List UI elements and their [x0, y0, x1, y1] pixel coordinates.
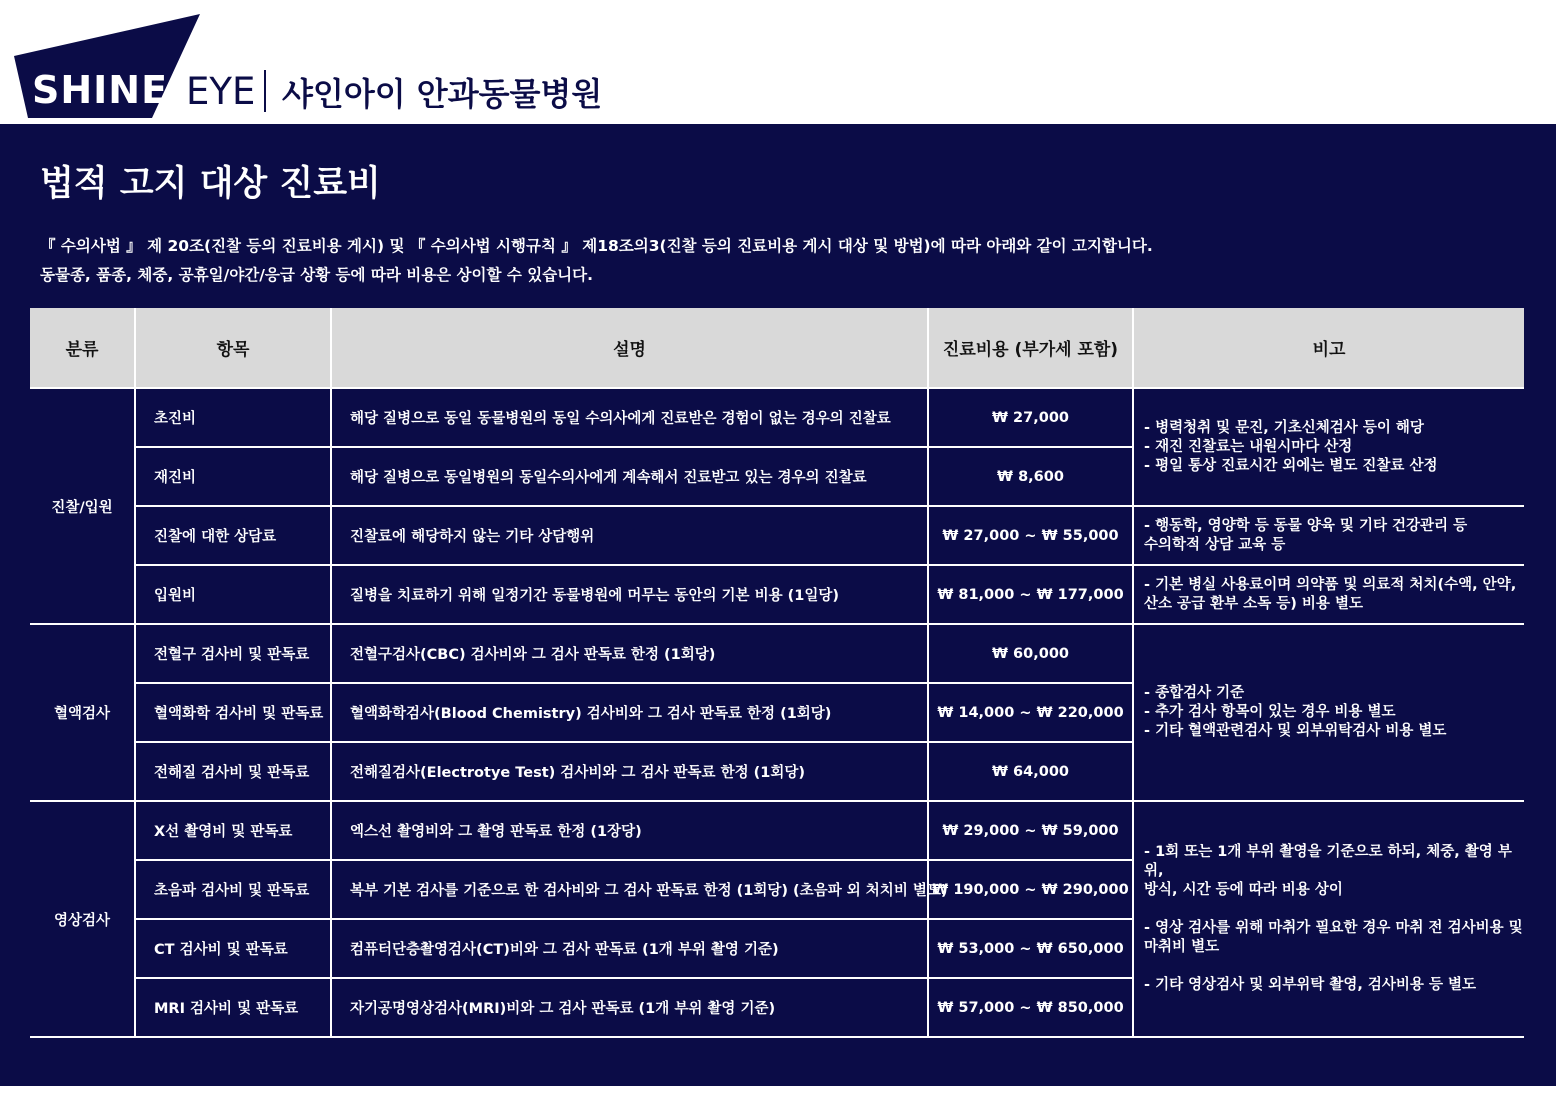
item-cell: 입원비: [135, 565, 331, 624]
note-line: [1144, 900, 1523, 919]
description-cell: 자기공명영상검사(MRI)비와 그 검사 판독료 (1개 부위 촬영 기준): [331, 978, 928, 1037]
note-cell: [1133, 388, 1524, 506]
table-header-row: [30, 308, 1524, 388]
note-line: - 종합검사 기준: [1144, 685, 1245, 701]
price-cell: ₩ 57,000 ~ ₩ 850,000: [928, 978, 1133, 1037]
main-panel: [0, 124, 1556, 1086]
header-description: 설명: [331, 308, 928, 388]
item-cell: 재진비: [135, 447, 331, 506]
note-line: - 추가 검사 항목이 있는 경우 비용 별도: [1144, 704, 1396, 720]
price-cell: ₩ 53,000 ~ ₩ 650,000: [928, 919, 1133, 978]
note-line: - 기타 영상검사 및 외부위탁 촬영, 검사비용 등 별도: [1144, 977, 1477, 993]
price-variance-notice: 동물종, 품종, 체중, 공휴일/야간/응급 상황 등에 따라 비용은 상이할 수 있습니다.: [40, 266, 594, 284]
description-cell: 혈액화학검사(Blood Chemistry) 검사비와 그 검사 판독료 한정 (1회당): [331, 683, 928, 742]
item-cell: 전혈구 검사비 및 판독료: [135, 624, 331, 683]
header-item: 항목: [135, 308, 331, 388]
note-line: - 평일 통상 진료시간 외에는 별도 진찰료 산정: [1144, 457, 1438, 474]
page-title: 법적 고지 대상 진료비: [40, 164, 381, 204]
note-line: - 1회 또는 1개 부위 촬영을 기준으로 하되, 체중, 촬영 부위,: [1144, 844, 1512, 879]
category-cell: 영상검사: [30, 801, 135, 1037]
note-line: [1144, 957, 1523, 976]
table-row: [30, 801, 1524, 860]
header: [0, 0, 1556, 124]
note-cell: [1133, 624, 1524, 801]
description-cell: 전혈구검사(CBC) 검사비와 그 검사 판독료 한정 (1회당): [331, 624, 928, 683]
item-cell: 초음파 검사비 및 판독료: [135, 860, 331, 919]
item-cell: 전해질 검사비 및 판독료: [135, 742, 331, 801]
note-line: - 병력청취 및 문진, 기초신체검사 등이 해당: [1144, 419, 1424, 436]
price-cell: ₩ 8,600: [928, 447, 1133, 506]
item-cell: 진찰에 대한 상담료: [135, 506, 331, 565]
note-line: 마취비 별도: [1144, 939, 1220, 955]
header-note: 비고: [1133, 308, 1524, 388]
note-line: 방식, 시간 등에 따라 비용 상이: [1144, 882, 1343, 898]
hospital-name: 샤인아이 안과동물병원: [282, 75, 603, 113]
item-cell: MRI 검사비 및 판독료: [135, 978, 331, 1037]
description-cell: 컴퓨터단층촬영검사(CT)비와 그 검사 판독료 (1개 부위 촬영 기준): [331, 919, 928, 978]
note-line: 산소 공급 환부 소독 등) 비용 별도: [1144, 595, 1364, 612]
note-cell: [1133, 801, 1524, 1037]
description-cell: 질병을 치료하기 위해 일정기간 동물병원에 머무는 동안의 기본 비용 (1일당): [331, 565, 928, 624]
item-cell: CT 검사비 및 판독료: [135, 919, 331, 978]
header-category: 분류: [30, 308, 135, 388]
price-cell: ₩ 27,000 ~ ₩ 55,000: [928, 506, 1133, 565]
header-price: 진료비용 (부가세 포함): [928, 308, 1133, 388]
price-cell: ₩ 14,000 ~ ₩ 220,000: [928, 683, 1133, 742]
description-cell: 해당 질병으로 동일병원의 동일수의사에게 계속해서 진료받고 있는 경우의 진찰료: [331, 447, 928, 506]
item-cell: 초진비: [135, 388, 331, 447]
price-cell: ₩ 60,000: [928, 624, 1133, 683]
price-cell: ₩ 64,000: [928, 742, 1133, 801]
table-row: [30, 506, 1524, 565]
item-cell: X선 촬영비 및 판독료: [135, 801, 331, 860]
price-cell: ₩ 81,000 ~ ₩ 177,000: [928, 565, 1133, 624]
note-cell: [1133, 506, 1524, 565]
description-cell: 전해질검사(Electrotye Test) 검사비와 그 검사 판독료 한정 (1회당): [331, 742, 928, 801]
fee-table: [30, 308, 1524, 1038]
logo-eye-text: EYE: [186, 70, 256, 113]
note-line: - 영상 검사를 위해 마취가 필요한 경우 마취 전 검사비용 및: [1144, 920, 1523, 936]
legal-notice: 『 수의사법 』 제 20조(진찰 등의 진료비용 게시) 및 『 수의사법 시행규칙 』 제18조의3(진찰 등의 진료비용 게시 대상 및 방법)에 따라 아래와 같이 고지합니다.: [40, 237, 1153, 255]
note-cell: [1133, 565, 1524, 624]
description-cell: 진찰료에 해당하지 않는 기타 상담행위: [331, 506, 928, 565]
category-cell: 진찰/입원: [30, 388, 135, 624]
note-line: - 행동학, 영양학 등 동물 양육 및 기타 건강관리 등: [1144, 517, 1468, 534]
category-cell: 혈액검사: [30, 624, 135, 801]
note-line: - 기본 병실 사용료이며 의약품 및 의료적 처치(수액, 안약,: [1144, 576, 1517, 593]
logo-shine-text: SHINE: [32, 68, 169, 112]
price-cell: ₩ 27,000: [928, 388, 1133, 447]
description-cell: 복부 기본 검사를 기준으로 한 검사비와 그 검사 판독료 한정 (1회당) (초음파 외 처치비 별도): [331, 860, 928, 919]
table-row: [30, 565, 1524, 624]
note-line: - 재진 진찰료는 내원시마다 산정: [1144, 438, 1353, 455]
note-line: - 기타 혈액관련검사 및 외부위탁검사 비용 별도: [1144, 723, 1447, 739]
price-cell: ₩ 29,000 ~ ₩ 59,000: [928, 801, 1133, 860]
fee-table-body: [30, 388, 1524, 1037]
table-row: [30, 624, 1524, 683]
note-line: 수의학적 상담 교육 등: [1144, 536, 1286, 553]
item-cell: 혈액화학 검사비 및 판독료: [135, 683, 331, 742]
table-row: [30, 388, 1524, 447]
price-cell: ₩ 190,000 ~ ₩ 290,000: [928, 860, 1133, 919]
description-cell: 해당 질병으로 동일 동물병원의 동일 수의사에게 진료받은 경험이 없는 경우의 진찰료: [331, 388, 928, 447]
description-cell: 엑스선 촬영비와 그 촬영 판독료 한정 (1장당): [331, 801, 928, 860]
logo-divider: [264, 70, 266, 112]
